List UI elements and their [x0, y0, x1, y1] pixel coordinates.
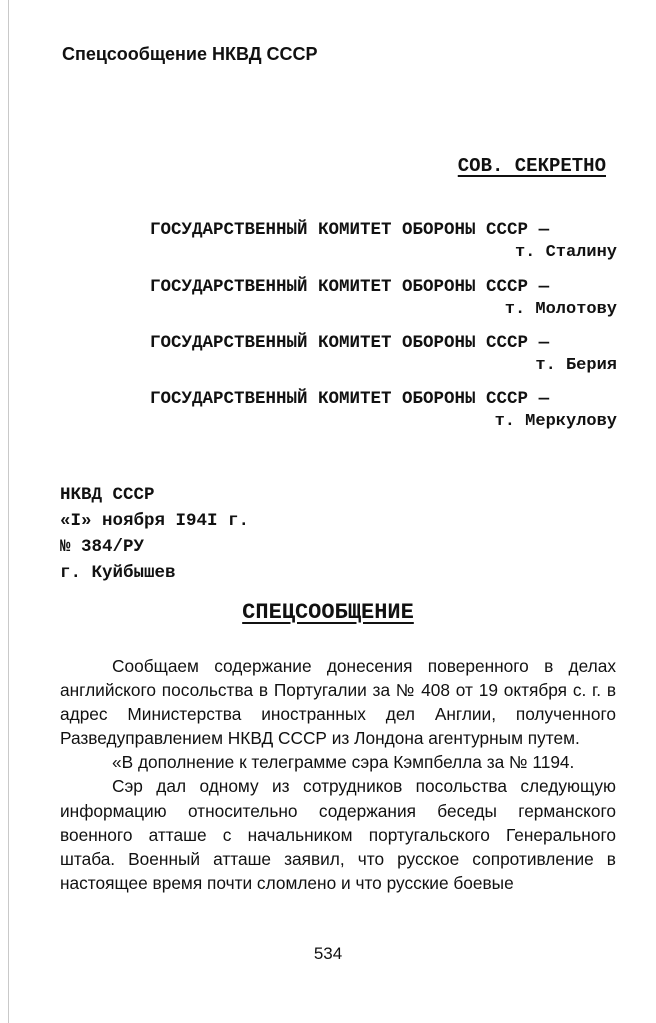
- page-number: 534: [313, 944, 343, 963]
- sender-number: № 384/РУ: [60, 537, 145, 557]
- page-edge: [8, 0, 9, 1023]
- addressee-person: т. Молотову: [504, 300, 617, 319]
- addressee-block: [150, 331, 617, 377]
- addressee-org: ГОСУДАРСТВЕННЫЙ КОМИТЕТ ОБОРОНЫ СССР —: [150, 389, 550, 409]
- paragraph: Сообщаем содержание донесения поверенного в делах английского посольства в Португалии за № 408 от 19 октября с. г. в адрес Министерства иностранных дел Англии, полученного Разведуправлением НКВД СССР из Лондона агентурным путем.: [60, 656, 616, 749]
- addressee-block: [150, 275, 617, 321]
- paragraph: Сэр дал одному из сотрудников посольства следующую информацию относительно содержания беседы германского военного атташе с начальником португальского Генерального штаба. Военный атташе заявил, что русское сопротивление в настоящее время почти сломлено и что русские боевые: [60, 776, 616, 893]
- classification-stamp: СОВ. СЕКРЕТНО: [457, 155, 606, 177]
- sender-city: г. Куйбышев: [60, 563, 176, 583]
- running-head: Спецсообщение НКВД СССР: [62, 44, 318, 64]
- addressee-org: ГОСУДАРСТВЕННЫЙ КОМИТЕТ ОБОРОНЫ СССР —: [150, 333, 550, 353]
- sender-date: «I» ноября I94I г.: [60, 511, 250, 531]
- body-text: [60, 654, 616, 895]
- addressee-block: [150, 387, 617, 433]
- sender-block: [60, 482, 249, 586]
- document-title: СПЕЦСООБЩЕНИЕ: [242, 600, 414, 625]
- paragraph: «В дополнение к телеграмме сэра Кэмпбелла за № 1194.: [112, 752, 575, 773]
- addressee-org: ГОСУДАРСТВЕННЫЙ КОМИТЕТ ОБОРОНЫ СССР —: [150, 220, 550, 240]
- addressee-block: [150, 218, 617, 264]
- addressee-org: ГОСУДАРСТВЕННЫЙ КОМИТЕТ ОБОРОНЫ СССР —: [150, 277, 550, 297]
- addressee-person: т. Сталину: [514, 243, 617, 262]
- addressee-person: т. Меркулову: [494, 412, 617, 431]
- sender-org: НКВД СССР: [60, 485, 155, 505]
- addressee-person: т. Берия: [535, 356, 617, 375]
